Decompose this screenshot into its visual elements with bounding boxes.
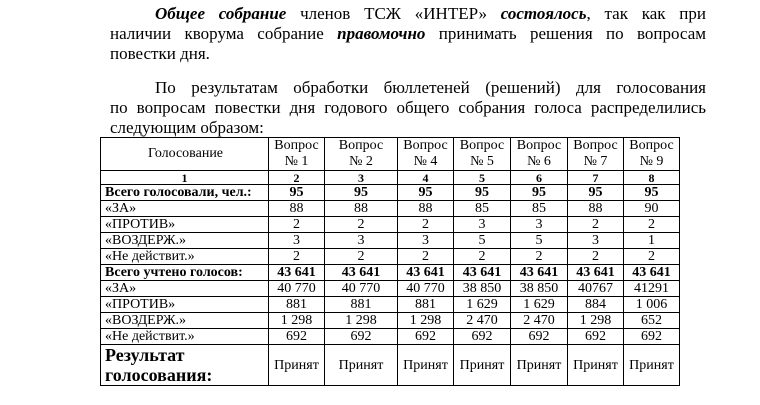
value-cell: 692 — [568, 329, 624, 345]
result-row — [101, 345, 680, 386]
question-header-cell — [568, 138, 624, 171]
value-cell: 2 — [624, 217, 680, 233]
quorum-line-1 — [110, 4, 706, 24]
value-cell: 1 298 — [325, 313, 398, 329]
quorum-line-3: повестки дня. — [110, 44, 210, 63]
value-cell: 40 770 — [398, 281, 454, 297]
column-number-cell: 5 — [454, 171, 511, 185]
value-cell: 2 — [325, 249, 398, 265]
value-cell: 2 — [398, 217, 454, 233]
value-cell: 881 — [325, 297, 398, 313]
value-cell: 3 — [325, 233, 398, 249]
value-cell: 95 — [269, 185, 325, 201]
quorum-text-4: принимать решения по вопросам — [425, 24, 706, 43]
value-cell: 2 — [398, 249, 454, 265]
value-cell: 2 470 — [511, 313, 568, 329]
question-number: № 5 — [470, 154, 494, 169]
column-number-cell: 3 — [325, 171, 398, 185]
question-word: Вопрос — [629, 138, 674, 153]
row-label: «ЗА» — [101, 281, 269, 297]
result-value-cell: Принят — [568, 345, 624, 386]
table-row — [101, 297, 680, 313]
value-cell: 43 641 — [325, 265, 398, 281]
value-cell: 3 — [568, 233, 624, 249]
row-label: «ПРОТИВ» — [101, 217, 269, 233]
column-number-cell: 2 — [269, 171, 325, 185]
held-term: состоялось — [500, 4, 587, 23]
row-label: Всего учтено голосов: — [101, 265, 269, 281]
result-label — [101, 345, 269, 386]
value-cell: 1 006 — [624, 297, 680, 313]
value-cell: 2 — [269, 249, 325, 265]
question-number: № 9 — [639, 154, 664, 169]
question-word: Вопрос — [274, 138, 319, 153]
question-header-cell — [269, 138, 325, 171]
row-label: «ВОЗДЕРЖ.» — [101, 233, 269, 249]
question-word: Вопрос — [338, 138, 384, 153]
row-label: Всего голосовали, чел.: — [101, 185, 269, 201]
value-cell: 43 641 — [398, 265, 454, 281]
value-cell: 1 298 — [269, 313, 325, 329]
value-cell: 88 — [568, 201, 624, 217]
result-label-line-1: Результат — [105, 345, 185, 365]
value-cell: 95 — [325, 185, 398, 201]
value-cell: 1 — [624, 233, 680, 249]
value-cell: 2 470 — [454, 313, 511, 329]
results-intro-line-3: следующим образом: — [110, 118, 264, 137]
value-cell: 40 770 — [269, 281, 325, 297]
value-cell: 1 298 — [568, 313, 624, 329]
result-value-cell: Принят — [325, 345, 398, 386]
value-cell: 38 850 — [511, 281, 568, 297]
value-cell: 2 — [325, 217, 398, 233]
question-number: № 1 — [284, 154, 309, 169]
question-word: Вопрос — [459, 138, 505, 153]
value-cell: 1 298 — [398, 313, 454, 329]
question-number: № 4 — [413, 154, 438, 169]
value-cell: 88 — [269, 201, 325, 217]
value-cell: 40 770 — [325, 281, 398, 297]
result-value-cell: Принят — [624, 345, 680, 386]
question-header-cell — [325, 138, 398, 171]
value-cell: 41291 — [624, 281, 680, 297]
question-header-cell — [624, 138, 680, 171]
quorum-paragraph — [110, 4, 706, 64]
value-cell: 43 641 — [454, 265, 511, 281]
value-cell: 43 641 — [624, 265, 680, 281]
results-intro-line-1: По результатам обработки бюллетеней (решений) для голосования — [155, 78, 706, 97]
row-label: «ЗА» — [101, 201, 269, 217]
value-cell: 3 — [511, 217, 568, 233]
voting-results-table — [100, 137, 680, 386]
general-meeting-term: Общее собрание — [155, 4, 287, 23]
value-cell: 692 — [398, 329, 454, 345]
question-header-cell — [454, 138, 511, 171]
value-cell: 2 — [454, 249, 511, 265]
value-cell: 95 — [624, 185, 680, 201]
question-header-cell — [511, 138, 568, 171]
table-row — [101, 281, 680, 297]
value-cell: 881 — [398, 297, 454, 313]
column-number-cell: 4 — [398, 171, 454, 185]
value-cell: 88 — [325, 201, 398, 217]
result-value-cell: Принят — [511, 345, 568, 386]
question-number: № 7 — [583, 154, 608, 169]
question-number: № 2 — [349, 154, 373, 169]
table-row — [101, 249, 680, 265]
header-row — [101, 138, 680, 171]
results-intro-paragraph — [110, 78, 706, 138]
value-cell: 2 — [568, 249, 624, 265]
value-cell: 3 — [398, 233, 454, 249]
question-number: № 6 — [527, 154, 551, 169]
question-header-cell — [398, 138, 454, 171]
result-value-cell: Принят — [454, 345, 511, 386]
value-cell: 2 — [269, 217, 325, 233]
result-value-cell: Принят — [398, 345, 454, 386]
value-cell: 2 — [624, 249, 680, 265]
value-cell: 85 — [511, 201, 568, 217]
row-label: «ПРОТИВ» — [101, 297, 269, 313]
value-cell: 38 850 — [454, 281, 511, 297]
result-value-cell: Принят — [269, 345, 325, 386]
table-row — [101, 201, 680, 217]
column-number-cell: 6 — [511, 171, 568, 185]
value-cell: 43 641 — [269, 265, 325, 281]
value-cell: 1 629 — [511, 297, 568, 313]
value-cell: 692 — [511, 329, 568, 345]
table-row — [101, 329, 680, 345]
value-cell: 95 — [398, 185, 454, 201]
quorum-line-2 — [110, 24, 706, 44]
value-cell: 692 — [454, 329, 511, 345]
value-cell: 5 — [511, 233, 568, 249]
row-label: «Не действит.» — [101, 249, 269, 265]
row-label: «Не действит.» — [101, 329, 269, 345]
value-cell: 5 — [454, 233, 511, 249]
value-cell: 2 — [568, 217, 624, 233]
table-row — [101, 265, 680, 281]
value-cell: 40767 — [568, 281, 624, 297]
value-cell: 884 — [568, 297, 624, 313]
voting-header-cell: Голосование — [101, 138, 269, 171]
quorum-text-3: наличии кворума собрание — [110, 24, 338, 43]
value-cell: 95 — [511, 185, 568, 201]
results-intro-line-2: по вопросам повестки дня годового общего собрания голоса распределились — [110, 98, 706, 117]
quorum-text-1: членов ТСЖ «ИНТЕР» — [286, 4, 501, 23]
value-cell: 692 — [325, 329, 398, 345]
value-cell: 3 — [454, 217, 511, 233]
row-label: «ВОЗДЕРЖ.» — [101, 313, 269, 329]
value-cell: 881 — [269, 297, 325, 313]
column-number-cell: 8 — [624, 171, 680, 185]
table-row — [101, 233, 680, 249]
table-row — [101, 217, 680, 233]
question-word: Вопрос — [573, 138, 618, 153]
question-word: Вопрос — [516, 138, 562, 153]
table-row — [101, 185, 680, 201]
result-label-line-2: голосования: — [105, 365, 213, 385]
table-row — [101, 313, 680, 329]
quorum-text-2: , так как при — [586, 4, 706, 23]
value-cell: 85 — [454, 201, 511, 217]
value-cell: 43 641 — [511, 265, 568, 281]
value-cell: 95 — [454, 185, 511, 201]
value-cell: 95 — [568, 185, 624, 201]
value-cell: 652 — [624, 313, 680, 329]
value-cell: 2 — [511, 249, 568, 265]
value-cell: 692 — [269, 329, 325, 345]
value-cell: 43 641 — [568, 265, 624, 281]
competent-term: правомочно — [337, 24, 426, 43]
question-word: Вопрос — [403, 138, 448, 153]
column-number-row — [101, 171, 680, 185]
value-cell: 88 — [398, 201, 454, 217]
value-cell: 90 — [624, 201, 680, 217]
value-cell: 1 629 — [454, 297, 511, 313]
value-cell: 3 — [269, 233, 325, 249]
column-number-cell: 7 — [568, 171, 624, 185]
column-number-cell: 1 — [101, 171, 269, 185]
value-cell: 692 — [624, 329, 680, 345]
